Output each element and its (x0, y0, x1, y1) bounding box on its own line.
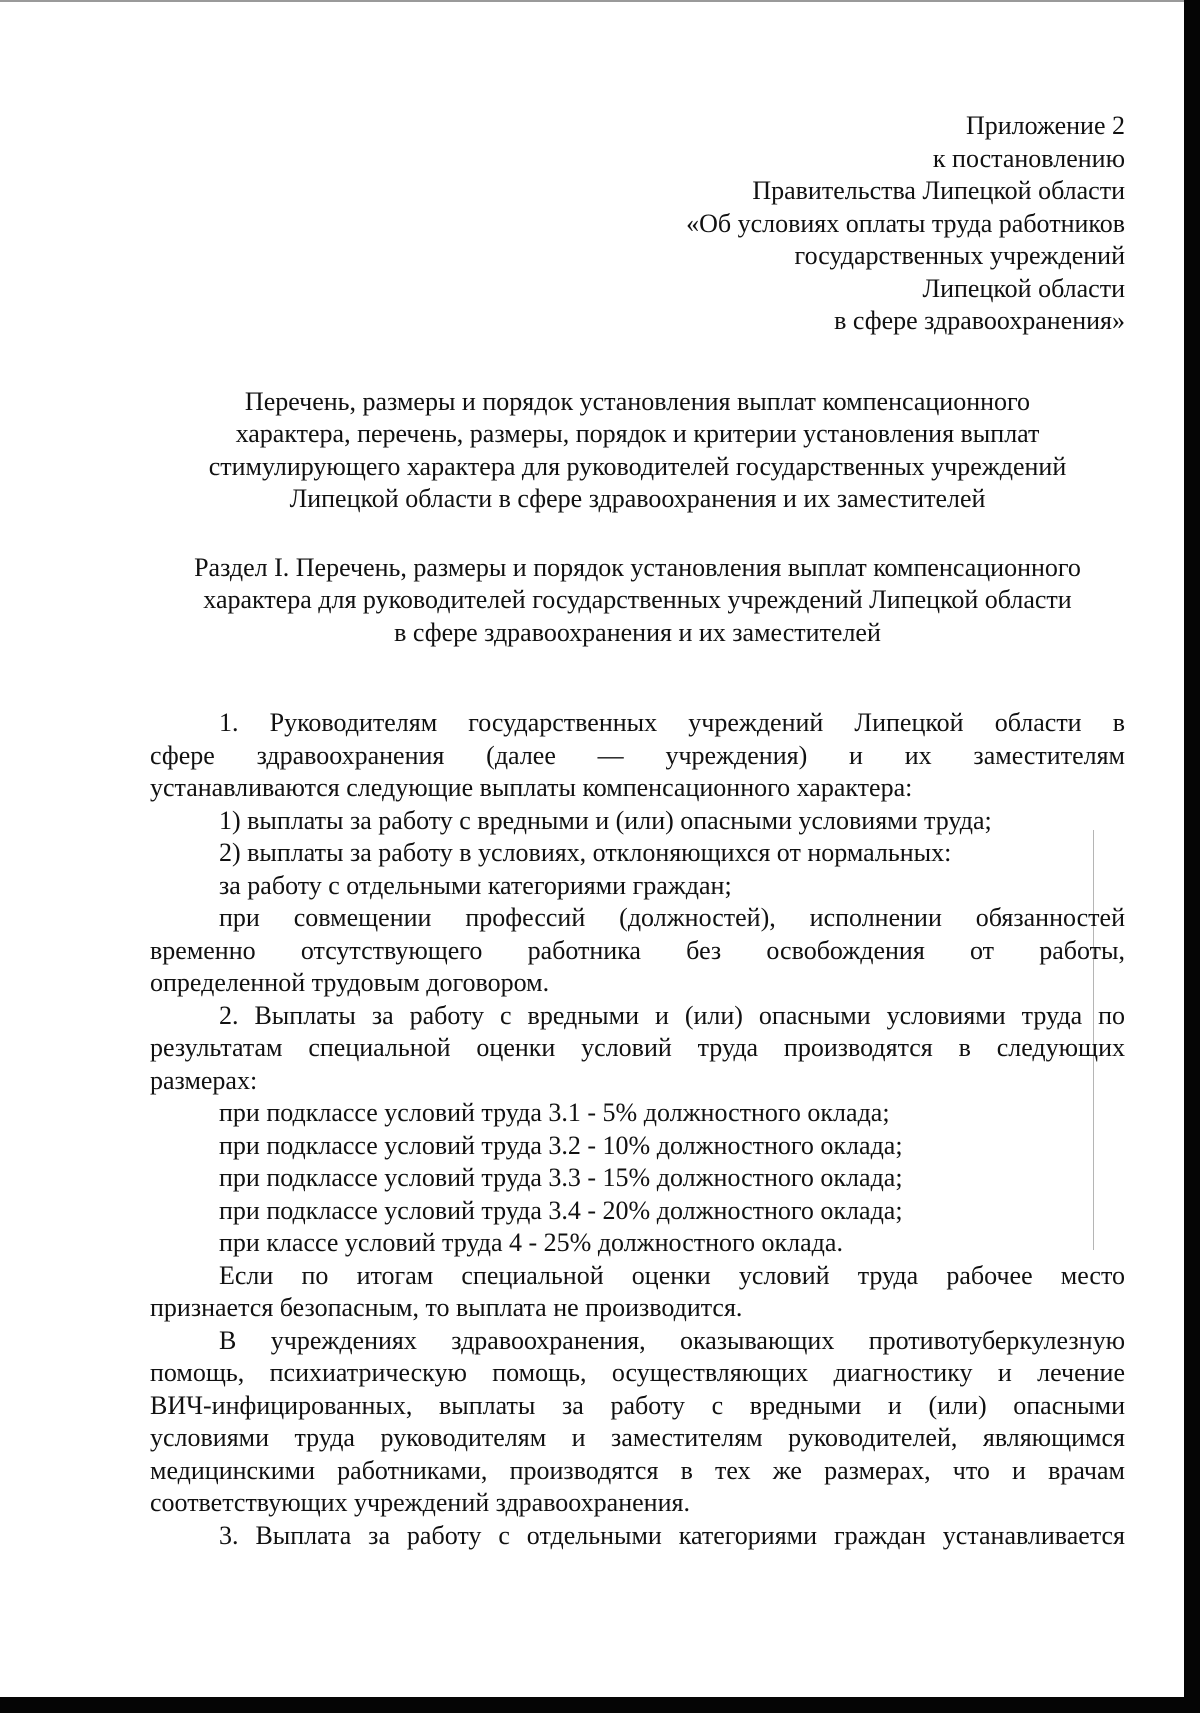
text-line: устанавливаются следующие выплаты компенсационного характера: (150, 773, 913, 802)
text-line: ВИЧ-инфицированных, выплаты за работу с вредными и (или) опасными (150, 1390, 1125, 1420)
scan-right-border (1184, 0, 1200, 1713)
rate-item: при подклассе условий труда 3.2 - 10% должностного оклада; (219, 1130, 903, 1160)
section-heading-line: характера для руководителей государственных учреждений Липецкой области (203, 585, 1072, 614)
document-body (150, 707, 1125, 1552)
title-line: характера, перечень, размеры, порядок и критерии установления выплат (235, 419, 1040, 448)
paragraph-4 (150, 1325, 1125, 1520)
text-line: временно отсутствующего работника без освобождения от работы, (150, 935, 1125, 965)
paragraph-2 (150, 1000, 1125, 1098)
paragraph-3 (150, 1260, 1125, 1325)
text-line: сфере здравоохранения (далее — учреждения) и их заместителям (150, 740, 1125, 770)
section-heading (150, 552, 1125, 650)
appendix-line: Липецкой области (922, 273, 1125, 303)
text-line: помощь, психиатрическую помощь, осуществляющих диагностику и лечение (150, 1358, 1125, 1387)
document-page (150, 110, 1125, 1552)
list-item (150, 902, 1125, 1000)
text-line: соответствующих учреждений здравоохранения. (150, 1488, 690, 1517)
rate-item: при подклассе условий труда 3.3 - 15% должностного оклада; (219, 1163, 903, 1192)
appendix-line: государственных учреждений (794, 241, 1125, 270)
list-item (150, 805, 1125, 838)
scan-bottom-border (0, 1697, 1200, 1713)
text-line: медицинскими работниками, производятся в тех же размерах, что и врачам (150, 1455, 1125, 1485)
title-line: стимулирующего характера для руководителей государственных учреждений (208, 451, 1067, 481)
text-line: 2. Выплаты за работу с вредными и (или) опасными условиями труда по (219, 1000, 1125, 1030)
text-line: условиями труда руководителям и заместителям руководителей, являющимся (150, 1423, 1125, 1452)
title-line: Перечень, размеры и порядок установления выплат компенсационного (244, 386, 1031, 416)
text-line: 1) выплаты за работу с вредными и (или) опасными условиями труда; (219, 805, 992, 835)
text-line: 2) выплаты за работу в условиях, отклоняющихся от нормальных: (219, 838, 952, 867)
list-item (150, 837, 1125, 870)
text-line: 1. Руководителям государственных учреждений Липецкой области в (219, 708, 1125, 737)
text-line: результатам специальной оценки условий труда производятся в следующих (150, 1033, 1125, 1062)
rate-item: при подклассе условий труда 3.1 - 5% должностного оклада; (219, 1098, 890, 1127)
appendix-line: Правительства Липецкой области (752, 176, 1125, 205)
text-line: при совмещении профессий (должностей), исполнении обязанностей (219, 903, 1125, 932)
section-heading-line: в сфере здравоохранения и их заместителей (394, 617, 881, 647)
section-heading-line: Раздел I. Перечень, размеры и порядок установления выплат компенсационного (194, 552, 1081, 582)
text-line: признается безопасным, то выплата не производится. (150, 1293, 743, 1322)
text-line: В учреждениях здравоохранения, оказывающих противотуберкулезную (219, 1325, 1125, 1355)
scan-top-rule (0, 0, 1200, 2)
document-title (180, 386, 1095, 516)
paragraph-5 (150, 1520, 1125, 1553)
rate-item: при подклассе условий труда 3.4 - 20% должностного оклада; (219, 1195, 903, 1225)
appendix-header (150, 110, 1125, 338)
appendix-line: Приложение 2 (965, 111, 1125, 140)
list-item (150, 870, 1125, 903)
text-line: за работу с отдельными категориями граждан; (219, 870, 732, 900)
rate-list (150, 1097, 1125, 1260)
text-line: размерах: (150, 1065, 258, 1095)
text-line: определенной трудовым договором. (150, 968, 550, 997)
appendix-line: в сфере здравоохранения» (834, 306, 1125, 335)
title-line: Липецкой области в сфере здравоохранения и их заместителей (289, 484, 986, 513)
paragraph-1 (150, 707, 1125, 805)
rate-item: при классе условий труда 4 - 25% должностного оклада. (219, 1228, 843, 1257)
text-line: 3. Выплата за работу с отдельными категориями граждан устанавливается (219, 1520, 1125, 1550)
appendix-line: к постановлению (932, 143, 1125, 173)
text-line: Если по итогам специальной оценки условий труда рабочее место (219, 1260, 1125, 1290)
appendix-line: «Об условиях оплаты труда работников (686, 208, 1125, 238)
